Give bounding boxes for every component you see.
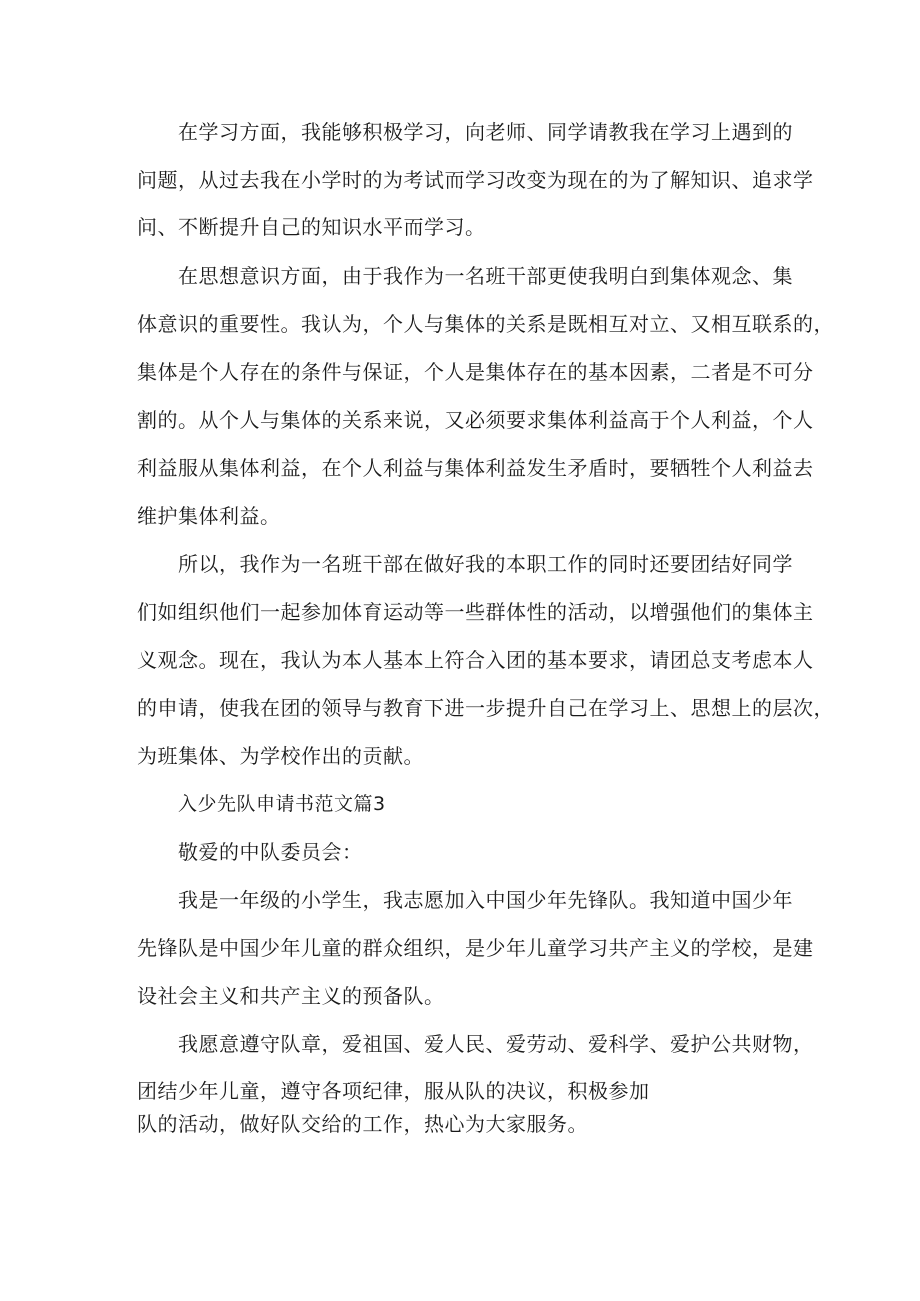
paragraph-3-line-2: 们如组织他们一起参加体育运动等一些群体性的活动，以增强他们的集体主 xyxy=(137,600,814,624)
paragraph-7-line-3: 队的活动，做好队交给的工作，热心为大家服务。 xyxy=(137,1112,588,1136)
paragraph-3-line-4: 的申请，使我在团的领导与教育下进一步提升自己在学习上、思想上的层次， xyxy=(137,696,834,720)
paragraph-2-line-2: 体意识的重要性。我认为，个人与集体的关系是既相互对立、又相互联系的， xyxy=(137,312,834,336)
paragraph-1-line-2: 问题，从过去我在小学时的为考试而学习改变为现在的为了解知识、追求学 xyxy=(137,168,814,192)
paragraph-2-line-1: 在思想意识方面，由于我作为一名班干部更使我明白到集体观念、集 xyxy=(178,264,793,288)
paragraph-6-line-3: 设社会主义和共产主义的预备队。 xyxy=(137,984,445,1008)
salutation: 敬爱的中队委员会： xyxy=(178,840,363,864)
paragraph-2-line-5: 利益服从集体利益，在个人利益与集体利益发生矛盾时，要牺牲个人利益去 xyxy=(137,456,814,480)
paragraph-7-line-1: 我愿意遵守队章，爱祖国、爱人民、爱劳动、爱科学、爱护公共财物， xyxy=(178,1032,814,1056)
paragraph-2-line-4: 割的。从个人与集体的关系来说，又必须要求集体利益高于个人利益，个人 xyxy=(137,408,814,432)
paragraph-2-line-3: 集体是个人存在的条件与保证，个人是集体存在的基本因素，二者是不可分 xyxy=(137,360,814,384)
paragraph-1-line-1: 在学习方面，我能够积极学习，向老师、同学请教我在学习上遇到的 xyxy=(178,120,793,144)
paragraph-6-line-1: 我是一年级的小学生，我志愿加入中国少年先锋队。我知道中国少年 xyxy=(178,888,793,912)
paragraph-6-line-2: 先锋队是中国少年儿童的群众组织，是少年儿童学习共产主义的学校，是建 xyxy=(137,936,814,960)
paragraph-2-line-6: 维护集体利益。 xyxy=(137,504,281,528)
paragraph-7-line-2: 团结少年儿童，遵守各项纪律，服从队的决议，积极参加 xyxy=(137,1079,650,1103)
section-heading: 入少先队申请书范文篇3 xyxy=(178,793,386,815)
paragraph-1-line-3: 问、不断提升自己的知识水平而学习。 xyxy=(137,215,486,239)
paragraph-3-line-3: 义观念。现在，我认为本人基本上符合入团的基本要求，请团总支考虑本人 xyxy=(137,648,814,672)
paragraph-3-line-5: 为班集体、为学校作出的贡献。 xyxy=(137,744,424,768)
paragraph-3-line-1: 所以，我作为一名班干部在做好我的本职工作的同时还要团结好同学 xyxy=(178,552,793,576)
